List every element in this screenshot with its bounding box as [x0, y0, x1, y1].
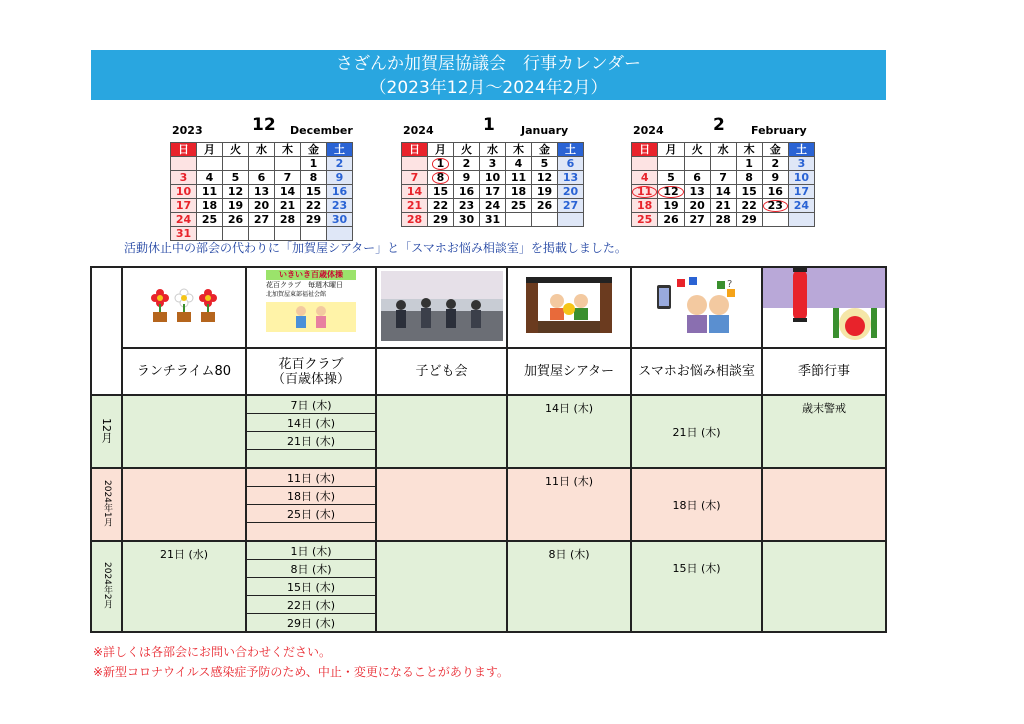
weekday-mon: 月	[658, 143, 684, 157]
notice-text: 活動休止中の部会の代わりに「加賀屋シアター」と「スマホお悩み相談室」を掲載しました。	[124, 241, 627, 255]
dec-club-date: 21日 (木)	[247, 432, 375, 450]
header-theater-label: 加賀屋シアター	[523, 364, 615, 379]
header-kids	[376, 348, 507, 395]
dec-kids-cell	[376, 395, 507, 468]
weekday-mon: 月	[197, 143, 223, 157]
title-line1: さざんか加賀屋協議会 行事カレンダー	[336, 54, 641, 74]
feb-club-date: 8日 (木)	[247, 560, 375, 578]
jan-theater-cell: 11日 (木)	[507, 468, 631, 541]
calendar-month-en: February	[751, 124, 807, 137]
weekday-thu: 木	[275, 143, 301, 157]
weekday-tue: 火	[454, 143, 480, 157]
poster-footer: 北加賀屋東部福祉会館	[266, 291, 327, 298]
header-lunch	[122, 348, 246, 395]
weekday-sun: 日	[171, 143, 197, 157]
feb-season-cell	[762, 541, 886, 632]
dec-club-cell	[246, 395, 376, 468]
header-club	[246, 348, 376, 395]
flowers-icon	[148, 286, 220, 326]
theater-icon	[524, 275, 614, 337]
dec-season-cell: 歳末警戒	[762, 395, 886, 468]
calendar-february: 2024 2 February 日 月 火 水 木 金 土 1 2 3 4 5 6 7 8 9 10 11 12 13 14 15 16 17 18 19 20 21 22 23 24 25 26 27 28 29	[631, 118, 815, 227]
header-club-sub: （百歳体操）	[271, 371, 350, 387]
weekday-fri: 金	[762, 143, 788, 157]
header-theater	[507, 348, 631, 395]
dec-club-date: 14日 (木)	[247, 414, 375, 432]
weekday-fri: 金	[532, 143, 558, 157]
weekday-tue: 火	[223, 143, 249, 157]
weekday-thu: 木	[506, 143, 532, 157]
header-season-label: 季節行事	[797, 364, 850, 379]
calendar-year: 2024	[403, 124, 434, 137]
month-label-feb: 2024年2月	[91, 541, 122, 632]
header-club-label: 花百クラブ	[278, 356, 344, 372]
weekday-wed: 水	[480, 143, 506, 157]
jan-season-cell	[762, 468, 886, 541]
dec-lunch-cell	[122, 395, 246, 468]
feb-club-date: 29日 (木)	[286, 616, 336, 630]
calendar-month: 12	[252, 115, 276, 135]
weekday-sun: 日	[402, 143, 428, 157]
smartphone-seniors-icon	[647, 275, 747, 337]
feb-kids-cell	[376, 541, 507, 632]
weekday-thu: 木	[736, 143, 762, 157]
weekday-fri: 金	[301, 143, 327, 157]
calendar-year: 2023	[172, 124, 203, 137]
weekday-wed: 水	[249, 143, 275, 157]
dec-theater-cell: 14日 (木)	[507, 395, 631, 468]
jan-kids-cell	[376, 468, 507, 541]
calendar-month-en: December	[290, 124, 353, 137]
feb-phone-date: 15日 (木)	[672, 562, 721, 575]
poster-line: 花百クラブ 毎週木曜日	[266, 281, 343, 289]
weekday-sun: 日	[632, 143, 658, 157]
kids-photo	[376, 267, 507, 348]
feb-theater-cell: 8日 (木)	[507, 541, 631, 632]
feb-club-date: 22日 (木)	[247, 596, 375, 614]
calendar-month: 2	[713, 115, 725, 135]
calendar-month: 1	[483, 115, 495, 135]
feb-phone-cell	[631, 541, 762, 632]
header-season	[762, 348, 886, 395]
poster-title: いきいき百歳体操	[266, 270, 356, 280]
weekday-sat: 土	[558, 143, 584, 157]
new-year-decoration-icon	[763, 268, 885, 344]
jan-club-date	[247, 523, 375, 541]
jan-phone-cell: 18日 (木)	[631, 468, 762, 541]
dec-club-date: 7日 (木)	[247, 396, 375, 414]
calendar-january: 2024 1 January 日 月 火 水 木 金 土 1 2 3 4 5 6 7 8 9 10 11 12 13 14 15 16 17 18 19 20 21 22 23 24 25 26 27 28 29 30 31	[401, 118, 584, 227]
calendar-year: 2024	[633, 124, 664, 137]
phone-image	[631, 267, 762, 348]
title-banner	[91, 50, 886, 100]
calendar-december: 2023 12 December 日 月 火 水 木 金 土 1 2 3 4 5 6 7 8 9 10 11 12 13 14 15 16 17 18 19 20 21 22 23 24 25 26 27 28 29 30 31	[172, 115, 353, 240]
feb-club-date: 15日 (木)	[247, 578, 375, 596]
group-photo-icon	[381, 271, 503, 341]
club-poster	[246, 267, 376, 348]
weekday-sat: 土	[327, 143, 353, 157]
feb-club-cell	[246, 541, 376, 632]
footnote-1: ※詳しくは各部会にお問い合わせください。	[93, 645, 332, 659]
weekday-sat: 土	[788, 143, 814, 157]
title-line2: （2023年12月～2024年2月）	[369, 78, 608, 98]
weekday-wed: 水	[710, 143, 736, 157]
jan-club-date: 25日 (木)	[247, 505, 375, 523]
theater-image	[507, 267, 631, 348]
header-phone-label: スマホお悩み相談室	[638, 364, 755, 379]
header-kids-label: 子ども会	[415, 364, 468, 379]
month-label-jan: 2024年1月	[91, 468, 122, 541]
weekday-tue: 火	[684, 143, 710, 157]
dec-club-date	[247, 450, 375, 468]
season-image	[762, 267, 886, 348]
jan-club-date: 11日 (木)	[247, 469, 375, 487]
feb-club-date: 1日 (木)	[247, 542, 375, 560]
feb-lunch-cell: 21日 (水)	[122, 541, 246, 632]
corner-cell	[91, 267, 122, 395]
jan-club-cell	[246, 468, 376, 541]
month-label-dec: 12月	[91, 395, 122, 468]
footnote-2: ※新型コロナウイルス感染症予防のため、中止・変更になることがあります。	[93, 665, 509, 679]
header-lunch-label: ランチライム80	[136, 364, 232, 379]
header-phone	[631, 348, 762, 395]
lunch-image	[122, 267, 246, 348]
svg-text:?: ?	[726, 279, 732, 290]
weekday-mon: 月	[428, 143, 454, 157]
jan-lunch-cell	[122, 468, 246, 541]
dec-phone-cell: 21日 (木)	[631, 395, 762, 468]
calendar-month-en: January	[521, 124, 569, 137]
schedule-table	[90, 266, 887, 633]
exercise-people-icon	[266, 302, 356, 332]
jan-club-date: 18日 (木)	[247, 487, 375, 505]
